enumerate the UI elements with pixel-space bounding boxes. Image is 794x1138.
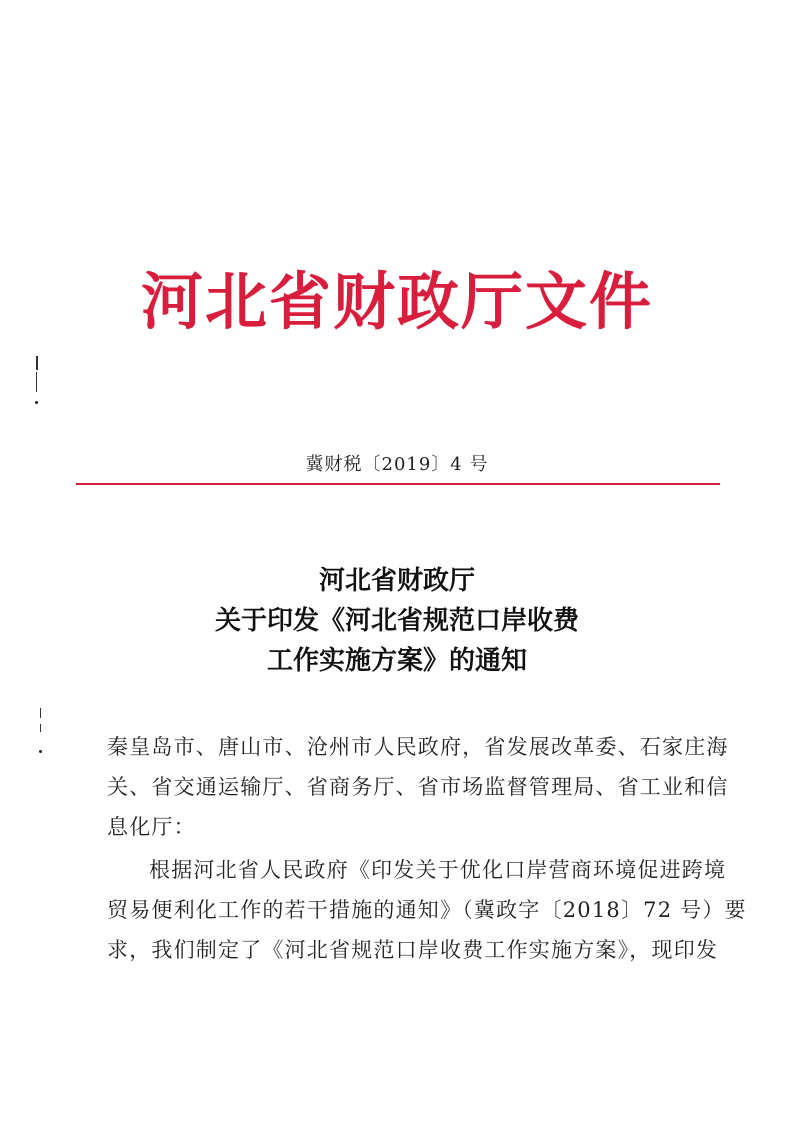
recipients-block: [107, 727, 729, 847]
document-header-title: 河北省财政厅文件: [140, 265, 653, 338]
binding-dot: [39, 750, 42, 753]
body-paragraph: [107, 850, 747, 970]
paragraph-line: 贸易便利化工作的若干措施的通知》（冀政字〔2018〕72 号）要: [107, 898, 747, 922]
binding-mark: [40, 724, 41, 732]
notice-title: [0, 561, 794, 681]
recipients-line: 关、省交通运输厅、省商务厅、省市场监督管理局、省工业和信: [107, 775, 729, 799]
notice-title-line: 关于印发《河北省规范口岸收费: [214, 606, 579, 636]
notice-title-line: 工作实施方案》的通知: [266, 646, 527, 676]
recipients-line: 秦皇岛市、唐山市、沧州市人民政府，省发展改革委、石家庄海: [107, 735, 729, 759]
notice-title-line: 河北省财政厅: [318, 566, 475, 596]
binding-mark: [40, 708, 41, 718]
binding-mark: [36, 356, 38, 370]
binding-mark: [36, 372, 37, 392]
red-divider-line: [76, 483, 720, 485]
document-number: 冀财税〔2019〕4 号: [305, 454, 489, 475]
binding-dot: [35, 401, 38, 404]
recipients-line: 息化厅：: [107, 815, 196, 839]
paragraph-line: 根据河北省人民政府《印发关于优化口岸营商环境促进跨境: [149, 858, 727, 882]
paragraph-line: 求，我们制定了《河北省规范口岸收费工作实施方案》，现印发: [107, 938, 719, 962]
